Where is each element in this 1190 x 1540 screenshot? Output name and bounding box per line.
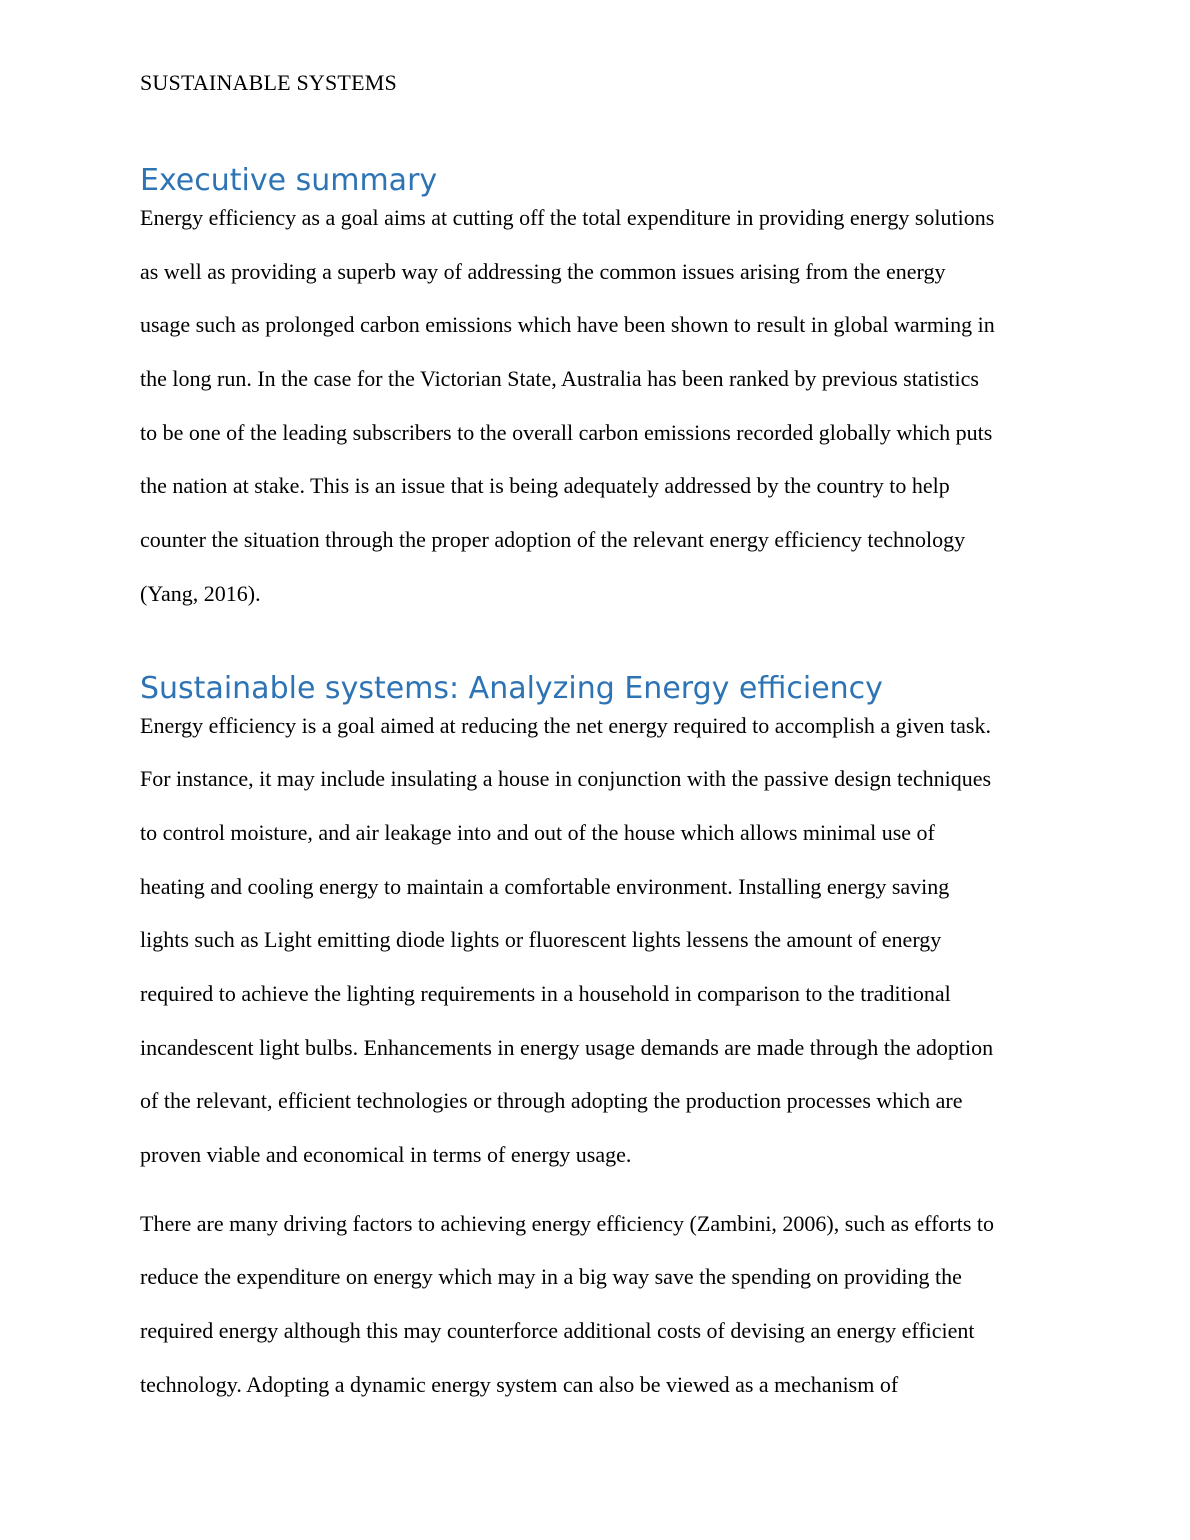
text-line: lights such as Light emitting diode lights or fluorescent lights lessens the amount of energy bbox=[140, 927, 942, 953]
text-line: For instance, it may include insulating a house in conjunction with the passive design techniques bbox=[140, 766, 992, 792]
running-head: SUSTAINABLE SYSTEMS bbox=[140, 70, 397, 95]
text-line: to control moisture, and air leakage into and out of the house which allows minimal use of bbox=[140, 819, 935, 845]
section-heading-energy-efficiency: Sustainable systems: Analyzing Energy efficiency bbox=[140, 670, 883, 706]
text-line: Energy efficiency is a goal aimed at reducing the net energy required to accomplish a given task. bbox=[140, 712, 991, 738]
text-line: proven viable and economical in terms of energy usage. bbox=[140, 1142, 632, 1167]
text-line: to be one of the leading subscribers to the overall carbon emissions recorded globally which puts bbox=[140, 419, 993, 445]
executive-summary-paragraph bbox=[140, 202, 1052, 632]
text-line: There are many driving factors to achieving energy efficiency (Zambini, 2006), such as efforts to bbox=[140, 1210, 995, 1236]
text-line: the long run. In the case for the Victorian State, Australia has been ranked by previous statistics bbox=[140, 366, 979, 392]
text-line: heating and cooling energy to maintain a comfortable environment. Installing energy saving bbox=[140, 873, 950, 899]
text-line: required to achieve the lighting requirements in a household in comparison to the traditional bbox=[140, 980, 951, 1006]
text-line: reduce the expenditure on energy which may in a big way save the spending on providing the bbox=[140, 1264, 962, 1290]
text-line: the nation at stake. This is an issue that is being adequately addressed by the country to help bbox=[140, 473, 950, 499]
text-line: as well as providing a superb way of addressing the common issues arising from the energy bbox=[140, 258, 946, 284]
energy-efficiency-paragraph-1 bbox=[140, 710, 1052, 1193]
text-line: (Yang, 2016). bbox=[140, 580, 261, 606]
text-line: of the relevant, efficient technologies or through adopting the production processes which are bbox=[140, 1088, 963, 1114]
text-line: usage such as prolonged carbon emissions which have been shown to result in global warming in bbox=[140, 312, 995, 338]
text-line: technology. Adopting a dynamic energy system can also be viewed as a mechanism of bbox=[140, 1371, 899, 1397]
text-line: incandescent light bulbs. Enhancements in energy usage demands are made through the adoption bbox=[140, 1034, 994, 1060]
energy-efficiency-paragraph-2 bbox=[140, 1208, 1052, 1423]
section-heading-executive-summary: Executive summary bbox=[140, 163, 438, 198]
text-line: counter the situation through the proper adoption of the relevant energy efficiency technology bbox=[140, 527, 966, 553]
document-body bbox=[140, 160, 1052, 1422]
text-line: Energy efficiency as a goal aims at cutting off the total expenditure in providing energy solutions bbox=[140, 205, 995, 230]
text-line: required energy although this may counterforce additional costs of devising an energy efficient bbox=[140, 1318, 975, 1344]
